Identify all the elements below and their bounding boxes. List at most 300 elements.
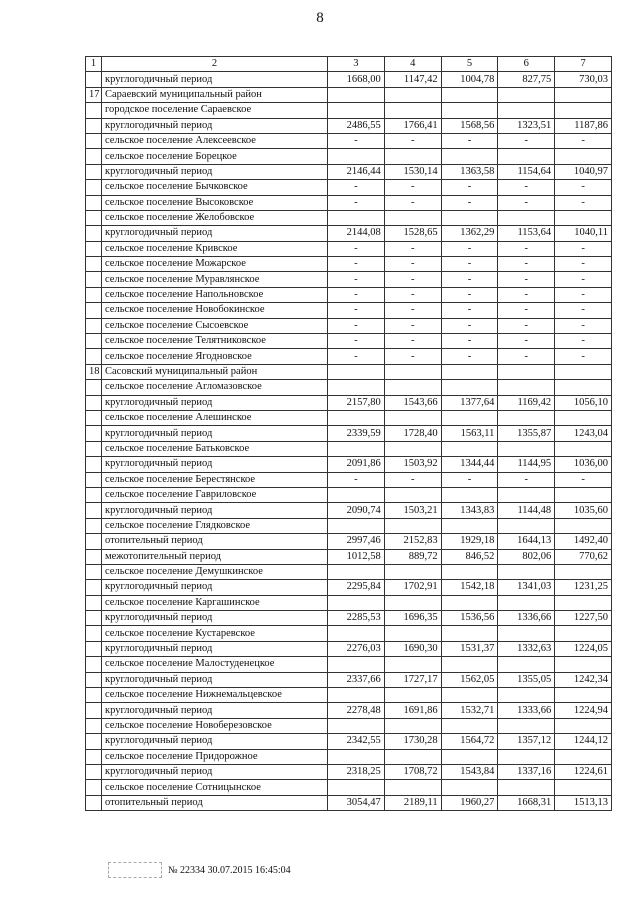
row-number-cell — [86, 718, 102, 733]
row-number-cell — [86, 72, 102, 87]
row-label-cell: сельское поселение Алешинское — [102, 410, 328, 425]
value-cell — [384, 149, 441, 164]
value-cell: 2337,66 — [328, 672, 385, 687]
value-cell: 1377,64 — [441, 395, 498, 410]
value-cell — [328, 518, 385, 533]
value-cell: 2486,55 — [328, 118, 385, 133]
value-cell — [555, 564, 612, 579]
value-cell: 1766,41 — [384, 118, 441, 133]
value-cell: - — [555, 334, 612, 349]
value-cell: 1668,31 — [498, 795, 555, 810]
row-number-cell — [86, 534, 102, 549]
row-label-cell: круглогодичный период — [102, 226, 328, 241]
row-number-cell — [86, 764, 102, 779]
value-cell — [441, 487, 498, 502]
row-label-cell: круглогодичный период — [102, 457, 328, 472]
value-cell: 2318,25 — [328, 764, 385, 779]
table-row — [86, 164, 612, 179]
table-row — [86, 457, 612, 472]
row-number-cell — [86, 426, 102, 441]
header-cell: 6 — [498, 57, 555, 72]
value-cell — [441, 103, 498, 118]
table-row — [86, 487, 612, 502]
value-cell: 2285,53 — [328, 611, 385, 626]
value-cell: 1696,35 — [384, 611, 441, 626]
value-cell: 1144,95 — [498, 457, 555, 472]
row-number-cell — [86, 672, 102, 687]
value-cell — [498, 657, 555, 672]
value-cell: 1153,64 — [498, 226, 555, 241]
value-cell: 1336,66 — [498, 611, 555, 626]
table-row — [86, 518, 612, 533]
table-row — [86, 441, 612, 456]
value-cell: 1333,66 — [498, 703, 555, 718]
value-cell: 1730,28 — [384, 734, 441, 749]
row-number-cell — [86, 611, 102, 626]
value-cell: 2157,80 — [328, 395, 385, 410]
table-body — [86, 57, 612, 811]
row-label-cell: сельское поселение Сысоевское — [102, 318, 328, 333]
header-cell: 5 — [441, 57, 498, 72]
value-cell: 730,03 — [555, 72, 612, 87]
value-cell — [328, 210, 385, 225]
table-row — [86, 410, 612, 425]
row-number-cell — [86, 641, 102, 656]
row-number-cell — [86, 472, 102, 487]
table-row — [86, 580, 612, 595]
value-cell: - — [555, 257, 612, 272]
table-row — [86, 210, 612, 225]
row-number-cell — [86, 349, 102, 364]
value-cell — [328, 780, 385, 795]
row-number-cell — [86, 503, 102, 518]
value-cell: 1154,64 — [498, 164, 555, 179]
value-cell: - — [441, 349, 498, 364]
value-cell — [498, 87, 555, 102]
value-cell: 1536,56 — [441, 611, 498, 626]
table-row — [86, 287, 612, 302]
row-label-cell: сельское поселение Кустаревское — [102, 626, 328, 641]
value-cell — [441, 564, 498, 579]
value-cell: - — [555, 318, 612, 333]
row-number-cell — [86, 118, 102, 133]
value-cell — [555, 595, 612, 610]
table-row — [86, 364, 612, 379]
table-row — [86, 133, 612, 148]
value-cell: 1243,04 — [555, 426, 612, 441]
value-cell: - — [328, 241, 385, 256]
value-cell: - — [441, 180, 498, 195]
value-cell: 2189,11 — [384, 795, 441, 810]
row-label-cell: круглогодичный период — [102, 764, 328, 779]
table-row — [86, 734, 612, 749]
value-cell — [555, 380, 612, 395]
row-number-cell — [86, 441, 102, 456]
value-cell: - — [441, 303, 498, 318]
value-cell: - — [328, 195, 385, 210]
value-cell: - — [441, 195, 498, 210]
value-cell — [384, 364, 441, 379]
row-label-cell: круглогодичный период — [102, 611, 328, 626]
value-cell: - — [328, 472, 385, 487]
row-label-cell: круглогодичный период — [102, 426, 328, 441]
value-cell: 846,52 — [441, 549, 498, 564]
value-cell: - — [555, 195, 612, 210]
value-cell: 1691,86 — [384, 703, 441, 718]
value-cell: - — [498, 318, 555, 333]
value-cell: 1530,14 — [384, 164, 441, 179]
table-row — [86, 657, 612, 672]
row-label-cell: Сараевский муниципальный район — [102, 87, 328, 102]
value-cell — [384, 657, 441, 672]
value-cell: - — [328, 257, 385, 272]
value-cell — [555, 149, 612, 164]
table-row — [86, 718, 612, 733]
value-cell — [441, 441, 498, 456]
row-number-cell — [86, 487, 102, 502]
value-cell — [555, 780, 612, 795]
value-cell — [498, 210, 555, 225]
row-number-cell: 17 — [86, 87, 102, 102]
value-cell: 1187,86 — [555, 118, 612, 133]
value-cell: 1344,44 — [441, 457, 498, 472]
row-label-cell: сельское поселение Высоковское — [102, 195, 328, 210]
table-row — [86, 764, 612, 779]
value-cell: 1492,40 — [555, 534, 612, 549]
table-row — [86, 334, 612, 349]
row-label-cell: круглогодичный период — [102, 734, 328, 749]
value-cell: - — [328, 272, 385, 287]
value-cell — [555, 410, 612, 425]
value-cell: - — [555, 241, 612, 256]
value-cell: - — [555, 472, 612, 487]
value-cell: - — [498, 257, 555, 272]
value-cell: 2144,08 — [328, 226, 385, 241]
value-cell: 1960,27 — [441, 795, 498, 810]
value-cell: 2276,03 — [328, 641, 385, 656]
value-cell: - — [384, 133, 441, 148]
value-cell — [328, 103, 385, 118]
value-cell: - — [441, 472, 498, 487]
table-row — [86, 87, 612, 102]
value-cell: - — [498, 472, 555, 487]
header-cell: 4 — [384, 57, 441, 72]
value-cell: 3054,47 — [328, 795, 385, 810]
value-cell: - — [384, 334, 441, 349]
value-cell: 1224,05 — [555, 641, 612, 656]
value-cell: - — [384, 272, 441, 287]
table-row — [86, 72, 612, 87]
value-cell: - — [328, 133, 385, 148]
value-cell — [555, 103, 612, 118]
value-cell: - — [498, 272, 555, 287]
table-row — [86, 641, 612, 656]
value-cell: 1644,13 — [498, 534, 555, 549]
value-cell: 1343,83 — [441, 503, 498, 518]
value-cell: 2090,74 — [328, 503, 385, 518]
value-cell: - — [384, 257, 441, 272]
value-cell — [328, 441, 385, 456]
value-cell: - — [328, 349, 385, 364]
row-label-cell: сельское поселение Сотницынское — [102, 780, 328, 795]
value-cell — [441, 364, 498, 379]
row-number-cell — [86, 210, 102, 225]
row-label-cell: Сасовский муниципальный район — [102, 364, 328, 379]
value-cell — [328, 626, 385, 641]
value-cell: 1728,40 — [384, 426, 441, 441]
table-row — [86, 303, 612, 318]
row-number-cell — [86, 626, 102, 641]
row-label-cell: сельское поселение Новобокинское — [102, 303, 328, 318]
value-cell: 1357,12 — [498, 734, 555, 749]
row-label-cell: сельское поселение Берестянское — [102, 472, 328, 487]
value-cell: 1513,13 — [555, 795, 612, 810]
row-number-cell — [86, 303, 102, 318]
table-row — [86, 257, 612, 272]
value-cell — [498, 595, 555, 610]
value-cell: - — [328, 180, 385, 195]
table-row — [86, 380, 612, 395]
row-number-cell — [86, 164, 102, 179]
row-number-cell — [86, 226, 102, 241]
value-cell: 1056,10 — [555, 395, 612, 410]
value-cell: 1224,61 — [555, 764, 612, 779]
row-label-cell: сельское поселение Агломазовское — [102, 380, 328, 395]
value-cell — [498, 410, 555, 425]
value-cell — [498, 749, 555, 764]
value-cell: - — [555, 303, 612, 318]
row-label-cell: круглогодичный период — [102, 641, 328, 656]
row-number-cell — [86, 318, 102, 333]
row-label-cell: городское поселение Сараевское — [102, 103, 328, 118]
value-cell — [384, 718, 441, 733]
value-cell — [384, 441, 441, 456]
value-cell: - — [328, 303, 385, 318]
row-number-cell — [86, 595, 102, 610]
value-cell: - — [498, 195, 555, 210]
value-cell: 1563,11 — [441, 426, 498, 441]
row-number-cell — [86, 703, 102, 718]
value-cell — [384, 518, 441, 533]
row-number-cell — [86, 395, 102, 410]
row-label-cell: круглогодичный период — [102, 503, 328, 518]
value-cell: 1363,58 — [441, 164, 498, 179]
row-number-cell — [86, 688, 102, 703]
row-label-cell: сельское поселение Ягодновское — [102, 349, 328, 364]
row-number-cell — [86, 133, 102, 148]
value-cell: 1568,56 — [441, 118, 498, 133]
value-cell: 1528,65 — [384, 226, 441, 241]
value-cell — [328, 595, 385, 610]
value-cell: 1564,72 — [441, 734, 498, 749]
value-cell: 1244,12 — [555, 734, 612, 749]
table-row — [86, 534, 612, 549]
row-label-cell: круглогодичный период — [102, 703, 328, 718]
table-row — [86, 703, 612, 718]
footer — [108, 862, 291, 878]
row-number-cell — [86, 457, 102, 472]
row-label-cell: сельское поселение Глядковское — [102, 518, 328, 533]
value-cell: 827,75 — [498, 72, 555, 87]
table-row — [86, 180, 612, 195]
value-cell: 1040,97 — [555, 164, 612, 179]
value-cell — [555, 441, 612, 456]
value-cell — [384, 749, 441, 764]
value-cell: 1702,91 — [384, 580, 441, 595]
value-cell — [441, 149, 498, 164]
row-label-cell: сельское поселение Новоберезовское — [102, 718, 328, 733]
value-cell: 1004,78 — [441, 72, 498, 87]
value-cell: 1531,37 — [441, 641, 498, 656]
table-row — [86, 780, 612, 795]
row-number-cell: 18 — [86, 364, 102, 379]
tariff-table — [85, 56, 612, 811]
value-cell: 1532,71 — [441, 703, 498, 718]
value-cell: 1727,17 — [384, 672, 441, 687]
row-label-cell: сельское поселение Можарское — [102, 257, 328, 272]
value-cell: - — [441, 272, 498, 287]
value-cell: 1040,11 — [555, 226, 612, 241]
row-label-cell: сельское поселение Нижнемальцевское — [102, 688, 328, 703]
row-label-cell: круглогодичный период — [102, 118, 328, 133]
value-cell — [384, 87, 441, 102]
row-number-cell — [86, 780, 102, 795]
value-cell: 2342,55 — [328, 734, 385, 749]
row-label-cell: круглогодичный период — [102, 672, 328, 687]
row-label-cell: сельское поселение Напольновское — [102, 287, 328, 302]
row-label-cell: сельское поселение Гавриловское — [102, 487, 328, 502]
row-number-cell — [86, 410, 102, 425]
row-number-cell — [86, 380, 102, 395]
value-cell: - — [498, 303, 555, 318]
value-cell: - — [328, 318, 385, 333]
value-cell: 1503,21 — [384, 503, 441, 518]
value-cell — [498, 564, 555, 579]
value-cell — [328, 149, 385, 164]
value-cell: 1323,51 — [498, 118, 555, 133]
row-label-cell: круглогодичный период — [102, 164, 328, 179]
table-row — [86, 241, 612, 256]
value-cell: 1543,66 — [384, 395, 441, 410]
table-row — [86, 318, 612, 333]
value-cell: - — [384, 180, 441, 195]
value-cell — [441, 718, 498, 733]
value-cell: - — [498, 133, 555, 148]
document-number: № 22334 30.07.2015 16:45:04 — [168, 864, 291, 876]
row-label-cell: сельское поселение Демушкинское — [102, 564, 328, 579]
value-cell — [441, 657, 498, 672]
value-cell: - — [555, 133, 612, 148]
value-cell: 2146,44 — [328, 164, 385, 179]
value-cell: 1668,00 — [328, 72, 385, 87]
row-number-cell — [86, 241, 102, 256]
row-number-cell — [86, 103, 102, 118]
value-cell: 1231,25 — [555, 580, 612, 595]
value-cell — [384, 564, 441, 579]
value-cell: 1224,94 — [555, 703, 612, 718]
value-cell: 1227,50 — [555, 611, 612, 626]
value-cell: - — [384, 287, 441, 302]
value-cell: - — [384, 472, 441, 487]
value-cell: - — [384, 349, 441, 364]
value-cell — [328, 749, 385, 764]
value-cell — [328, 410, 385, 425]
table-row — [86, 672, 612, 687]
row-label-cell: круглогодичный период — [102, 72, 328, 87]
value-cell: 1144,48 — [498, 503, 555, 518]
value-cell — [328, 380, 385, 395]
value-cell: 1036,00 — [555, 457, 612, 472]
value-cell: - — [328, 287, 385, 302]
row-label-cell: круглогодичный период — [102, 395, 328, 410]
row-label-cell: сельское поселение Придорожное — [102, 749, 328, 764]
row-label-cell: сельское поселение Малостуденецкое — [102, 657, 328, 672]
value-cell — [555, 688, 612, 703]
value-cell — [555, 718, 612, 733]
table-row — [86, 395, 612, 410]
value-cell: - — [498, 180, 555, 195]
value-cell: 1332,63 — [498, 641, 555, 656]
value-cell — [328, 564, 385, 579]
value-cell: 2997,46 — [328, 534, 385, 549]
value-cell — [498, 780, 555, 795]
value-cell: 1690,30 — [384, 641, 441, 656]
row-number-cell — [86, 287, 102, 302]
value-cell: 1708,72 — [384, 764, 441, 779]
row-number-cell — [86, 334, 102, 349]
row-number-cell — [86, 734, 102, 749]
value-cell: 1169,42 — [498, 395, 555, 410]
value-cell: - — [441, 241, 498, 256]
page-number: 8 — [316, 10, 324, 26]
value-cell — [555, 626, 612, 641]
table-row — [86, 272, 612, 287]
row-label-cell: круглогодичный период — [102, 580, 328, 595]
value-cell: - — [441, 133, 498, 148]
row-label-cell: сельское поселение Телятниковское — [102, 334, 328, 349]
value-cell: 1341,03 — [498, 580, 555, 595]
header-cell: 3 — [328, 57, 385, 72]
row-number-cell — [86, 795, 102, 810]
table-row — [86, 426, 612, 441]
value-cell: - — [441, 318, 498, 333]
value-cell — [441, 87, 498, 102]
table-row — [86, 118, 612, 133]
table-row — [86, 472, 612, 487]
value-cell — [555, 364, 612, 379]
value-cell: 1355,05 — [498, 672, 555, 687]
table-row — [86, 226, 612, 241]
value-cell: 1542,18 — [441, 580, 498, 595]
value-cell: - — [384, 303, 441, 318]
row-number-cell — [86, 257, 102, 272]
table-row — [86, 795, 612, 810]
row-label-cell: сельское поселение Каргашинское — [102, 595, 328, 610]
value-cell — [328, 718, 385, 733]
value-cell — [498, 103, 555, 118]
table-row — [86, 626, 612, 641]
value-cell — [555, 487, 612, 502]
table-row — [86, 349, 612, 364]
table-row — [86, 503, 612, 518]
table-row — [86, 688, 612, 703]
value-cell: - — [498, 287, 555, 302]
row-label-cell: сельское поселение Батьковское — [102, 441, 328, 456]
value-cell — [498, 364, 555, 379]
value-cell: 1355,87 — [498, 426, 555, 441]
row-number-cell — [86, 657, 102, 672]
value-cell: 1503,92 — [384, 457, 441, 472]
